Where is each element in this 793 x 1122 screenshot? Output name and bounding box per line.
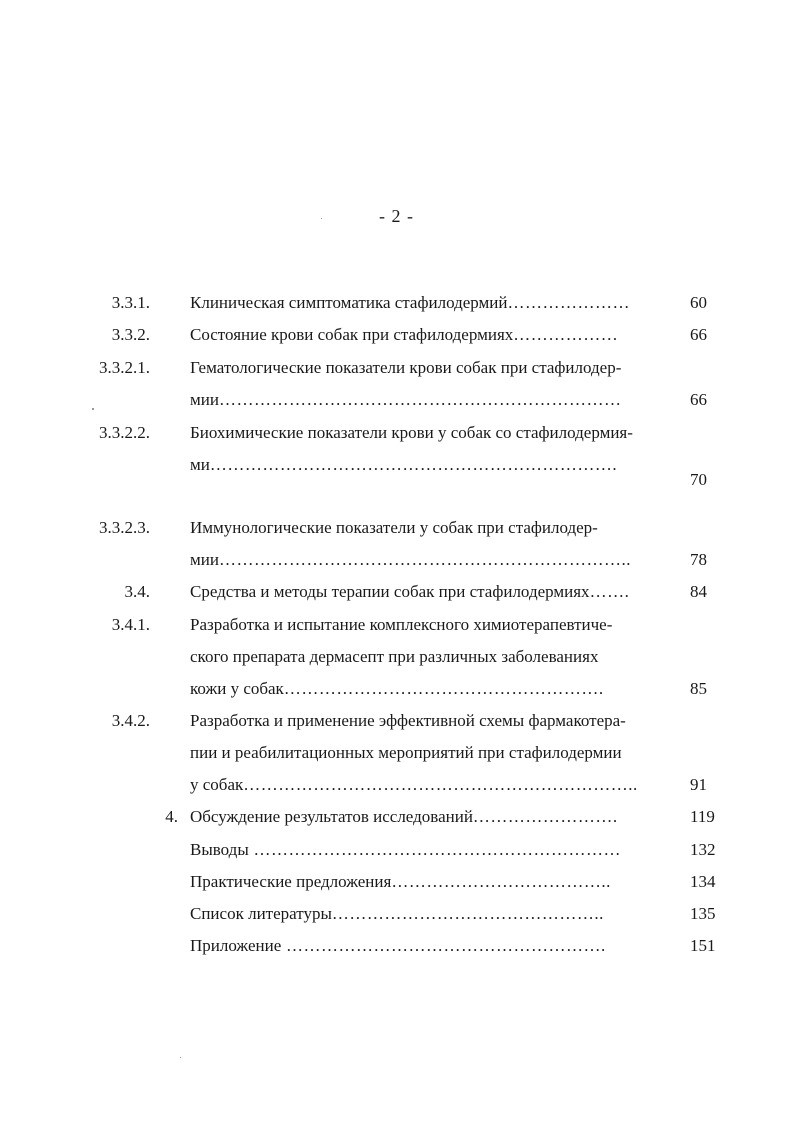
toc-entry-title-continued: ского препарата дермасепт при различных заболеваниях xyxy=(190,647,599,666)
toc-entry-title: Разработка и применение эффективной схемы фармакотера- xyxy=(190,711,626,730)
toc-entry-page: 66 xyxy=(690,325,707,344)
scan-speck xyxy=(321,218,322,219)
toc-entry-number: 3.3.2.3. xyxy=(99,518,150,537)
toc-entry-number: 3.4. xyxy=(124,582,150,601)
toc-entry-page: 84 xyxy=(690,582,707,601)
toc-entry-title: Клиническая симптоматика стафилодермий………………… xyxy=(190,293,630,312)
leader-dots: …………………………………………………………….. xyxy=(218,550,631,569)
toc-entry-number: 4. xyxy=(165,807,178,826)
toc-entry-page: 151 xyxy=(690,936,716,955)
toc-entry-title: Разработка и испытание комплексного химиотерапевтиче- xyxy=(190,615,613,634)
scan-speck xyxy=(180,1057,181,1058)
toc-entry-title-continued: кожи у собак………………………………………………. xyxy=(190,679,604,698)
leader-dots: ……………………………………………………… xyxy=(248,840,622,859)
leader-dots: …………………………………………………………… xyxy=(218,390,622,409)
toc-entry-title: Список литературы……………………………………….. xyxy=(190,904,604,923)
toc-entry-number: 3.3.2. xyxy=(111,325,150,344)
leader-dots: ……………………. xyxy=(472,807,618,826)
toc-entry-title: Биохимические показатели крови у собак со стафилодермия- xyxy=(190,423,633,442)
leader-dots: ………………………………………………. xyxy=(283,679,604,698)
leader-dots: ……………… xyxy=(513,325,619,344)
leader-dots: ……. xyxy=(589,582,630,601)
toc-entry-page: 70 xyxy=(690,470,707,489)
toc-entry-title: Состояние крови собак при стафилодермиях……………… xyxy=(190,325,619,344)
toc-entry-number: 3.4.2. xyxy=(111,711,150,730)
toc-entry-title: Приложение ………………………………………………. xyxy=(190,936,606,955)
toc-entry-page: 119 xyxy=(690,807,715,826)
toc-entry-title-continued: мии…………………………………………………………….. xyxy=(190,550,631,569)
toc-entry-title: Гематологические показатели крови собак при стафилодер- xyxy=(190,358,622,377)
scan-speck xyxy=(92,408,94,410)
toc-entry-title-continued: пии и реабилитационных мероприятий при стафилодермии xyxy=(190,743,622,762)
leader-dots: ……………………………………….. xyxy=(331,904,604,923)
toc-entry-title: Выводы ……………………………………………………… xyxy=(190,840,622,859)
toc-entry-page: 132 xyxy=(690,840,716,859)
toc-entry-title-continued: у собак………………………………………………………….. xyxy=(190,775,638,794)
leader-dots: ……………………………….. xyxy=(391,872,611,891)
toc-entry-title: Практические предложения……………………………….. xyxy=(190,872,611,891)
page-number: - 2 - xyxy=(379,206,414,226)
toc-entry-number: 3.3.2.2. xyxy=(99,423,150,442)
leader-dots: ………………… xyxy=(507,293,630,312)
toc-entry-title-continued: мии…………………………………………………………… xyxy=(190,390,622,409)
toc-entry-page: 91 xyxy=(690,775,707,794)
toc-entry-title-continued: ми……………………………………………………………. xyxy=(190,455,618,474)
toc-entry-page: 134 xyxy=(690,872,716,891)
leader-dots: ………………………………………………………….. xyxy=(243,775,638,794)
leader-dots: ………………………………………………. xyxy=(281,936,606,955)
toc-entry-page: 78 xyxy=(690,550,707,569)
toc-entry-number: 3.3.2.1. xyxy=(99,358,150,377)
toc-entry-page: 60 xyxy=(690,293,707,312)
toc-entry-page: 135 xyxy=(690,904,716,923)
toc-entry-title: Обсуждение результатов исследований……………………. xyxy=(190,807,618,826)
toc-entry-number: 3.4.1. xyxy=(111,615,150,634)
leader-dots: ……………………………………………………………. xyxy=(209,455,618,474)
toc-entry-number: 3.3.1. xyxy=(111,293,150,312)
toc-entry-page: 66 xyxy=(690,390,707,409)
toc-entry-title: Средства и методы терапии собак при стафилодермиях……. xyxy=(190,582,630,601)
toc-entry-page: 85 xyxy=(690,679,707,698)
toc-entry-title: Иммунологические показатели у собак при стафилодер- xyxy=(190,518,598,537)
